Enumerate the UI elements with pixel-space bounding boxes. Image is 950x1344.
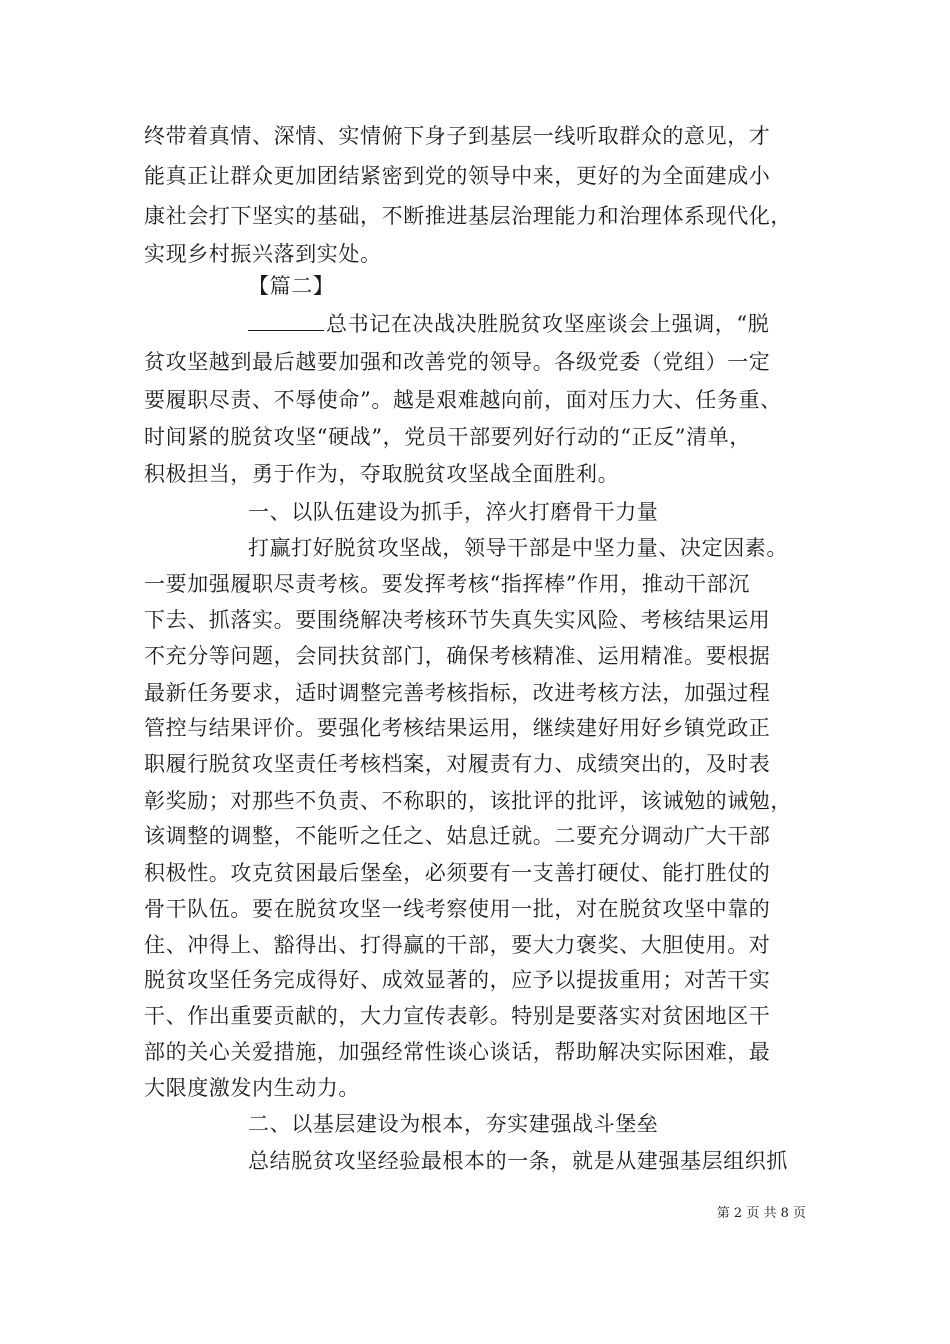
blank-underline — [248, 310, 324, 331]
paragraph-line: 职履行脱贫攻坚责任考核档案，对履责有力、成绩突出的，及时表 — [144, 752, 771, 776]
paragraph-line: 实现乡村振兴落到实处。 — [144, 242, 382, 266]
paragraph-line: 终带着真情、深情、实情俯下身子到基层一线听取群众的意见，才 — [144, 124, 771, 148]
paragraph-line: 脱贫攻坚任务完成得好、成效显著的，应予以提拔重用；对苦干实 — [144, 968, 771, 992]
paragraph-line: 骨干队伍。要在脱贫攻坚一线考察使用一批，对在脱贫攻坚中靠的 — [144, 897, 771, 921]
paragraph-line: 打赢打好脱贫攻坚战，领导干部是中坚力量、决定因素。 — [248, 536, 788, 560]
subheading-2: 二、以基层建设为根本，夯实建强战斗堡垒 — [248, 1112, 659, 1136]
paragraph-line: 不充分等问题，会同扶贫部门，确保考核精准、运用精准。要根据 — [144, 644, 771, 668]
paragraph-text: 总书记在决战决胜脱贫攻坚座谈会上强调，“脱 — [326, 312, 770, 336]
paragraph-line: 下去、抓落实。要围绕解决考核环节失真失实风险、考核结果运用 — [144, 608, 771, 632]
paragraph-line: 贫攻坚越到最后越要加强和改善党的领导。各级党委（党组）一定 — [144, 350, 771, 374]
paragraph-line: 该调整的调整，不能听之任之、姑息迁就。二要充分调动广大干部 — [144, 824, 771, 848]
paragraph-line: 总结脱贫攻坚经验最根本的一条，就是从建强基层组织抓 — [248, 1149, 788, 1173]
paragraph-line: 住、冲得上、豁得出、打得赢的干部，要大力褒奖、大胆使用。对 — [144, 933, 771, 957]
paragraph-line: 大限度激发内生动力。 — [144, 1076, 360, 1100]
page-number-footer: 第 2 页 共 8 页 — [716, 1206, 806, 1221]
paragraph-line: 积极担当，勇于作为，夺取脱贫攻坚战全面胜利。 — [144, 462, 620, 486]
paragraph-line: 要履职尽责、不辱使命”。越是艰难越向前，面对压力大、任务重、 — [144, 388, 782, 412]
paragraph-line: 时间紧的脱贫攻坚“硬战”，党员干部要列好行动的“正反”清单， — [144, 425, 751, 449]
paragraph-line — [248, 308, 769, 340]
paragraph-line: 部的关心关爱措施，加强经常性谈心谈话，帮助解决实际困难，最 — [144, 1040, 771, 1064]
paragraph-line: 干、作出重要贡献的，大力宣传表彰。特别是要落实对贫困地区干 — [144, 1004, 771, 1028]
paragraph-line: 管控与结果评价。要强化考核结果运用，继续建好用好乡镇党政正 — [144, 716, 771, 740]
paragraph-line: 能真正让群众更加团结紧密到党的领导中来，更好的为全面建成小 — [144, 164, 771, 188]
subheading-1: 一、以队伍建设为抓手，淬火打磨骨干力量 — [248, 500, 659, 524]
paragraph-line: 最新任务要求，适时调整完善考核指标，改进考核方法，加强过程 — [144, 681, 771, 705]
paragraph-line: 彰奖励；对那些不负责、不称职的，该批评的批评，该诫勉的诫勉， — [144, 789, 792, 813]
paragraph-line: 一要加强履职尽责考核。要发挥考核“指挥棒”作用，推动干部沉 — [144, 572, 750, 596]
paragraph-line: 康社会打下坚实的基础，不断推进基层治理能力和治理体系现代化， — [144, 204, 792, 228]
paragraph-line: 积极性。攻克贫困最后堡垒，必须要有一支善打硬仗、能打胜仗的 — [144, 861, 771, 885]
section-heading: 【篇二】 — [248, 274, 335, 298]
